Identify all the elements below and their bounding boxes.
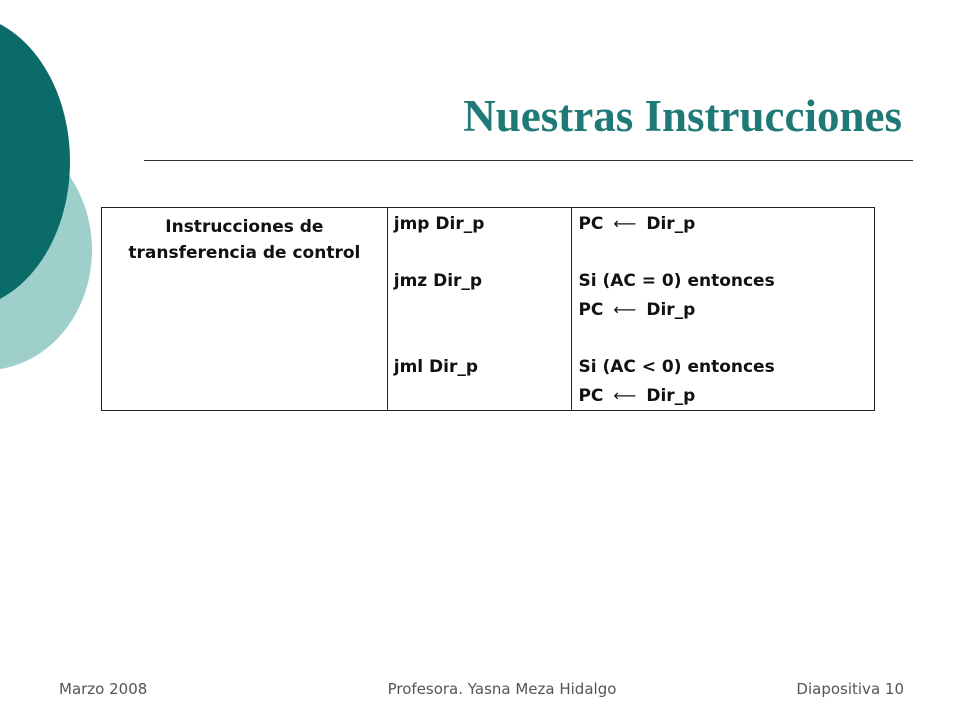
left-arrow-icon: ⟵ [613,386,637,405]
pc-register: PC [578,386,604,406]
instruction-cell [387,208,572,411]
left-arrow-icon: ⟵ [613,300,637,319]
category-label: Instrucciones de transferencia de control [128,217,361,263]
target-address: Dir_p [646,386,696,406]
left-arrow-icon: ⟵ [613,214,637,233]
instruction-jmp: jmp Dir_p [393,214,485,234]
effect-jmp [578,214,695,234]
condition-jmz: Si (AC = 0) entonces [578,271,775,291]
category-cell [102,208,388,411]
effect-jml [578,386,695,406]
instruction-jml: jml Dir_p [393,357,479,377]
pc-register: PC [578,300,604,320]
instruction-jmz: jmz Dir_p [393,271,483,291]
title-underline [144,160,913,161]
table-row [102,208,875,411]
effect-cell [572,208,875,411]
instructions-table [101,207,875,411]
condition-jml: Si (AC < 0) entonces [578,357,775,377]
pc-register: PC [578,214,604,234]
footer-slide-number: Diapositiva 10 [796,680,904,698]
target-address: Dir_p [646,214,696,234]
footer-author: Profesora. Yasna Meza Hidalgo [387,680,617,698]
target-address: Dir_p [646,300,696,320]
slide-title: Nuestras Instrucciones [463,91,902,141]
effect-jmz [578,300,695,320]
footer-date: Marzo 2008 [59,680,148,698]
